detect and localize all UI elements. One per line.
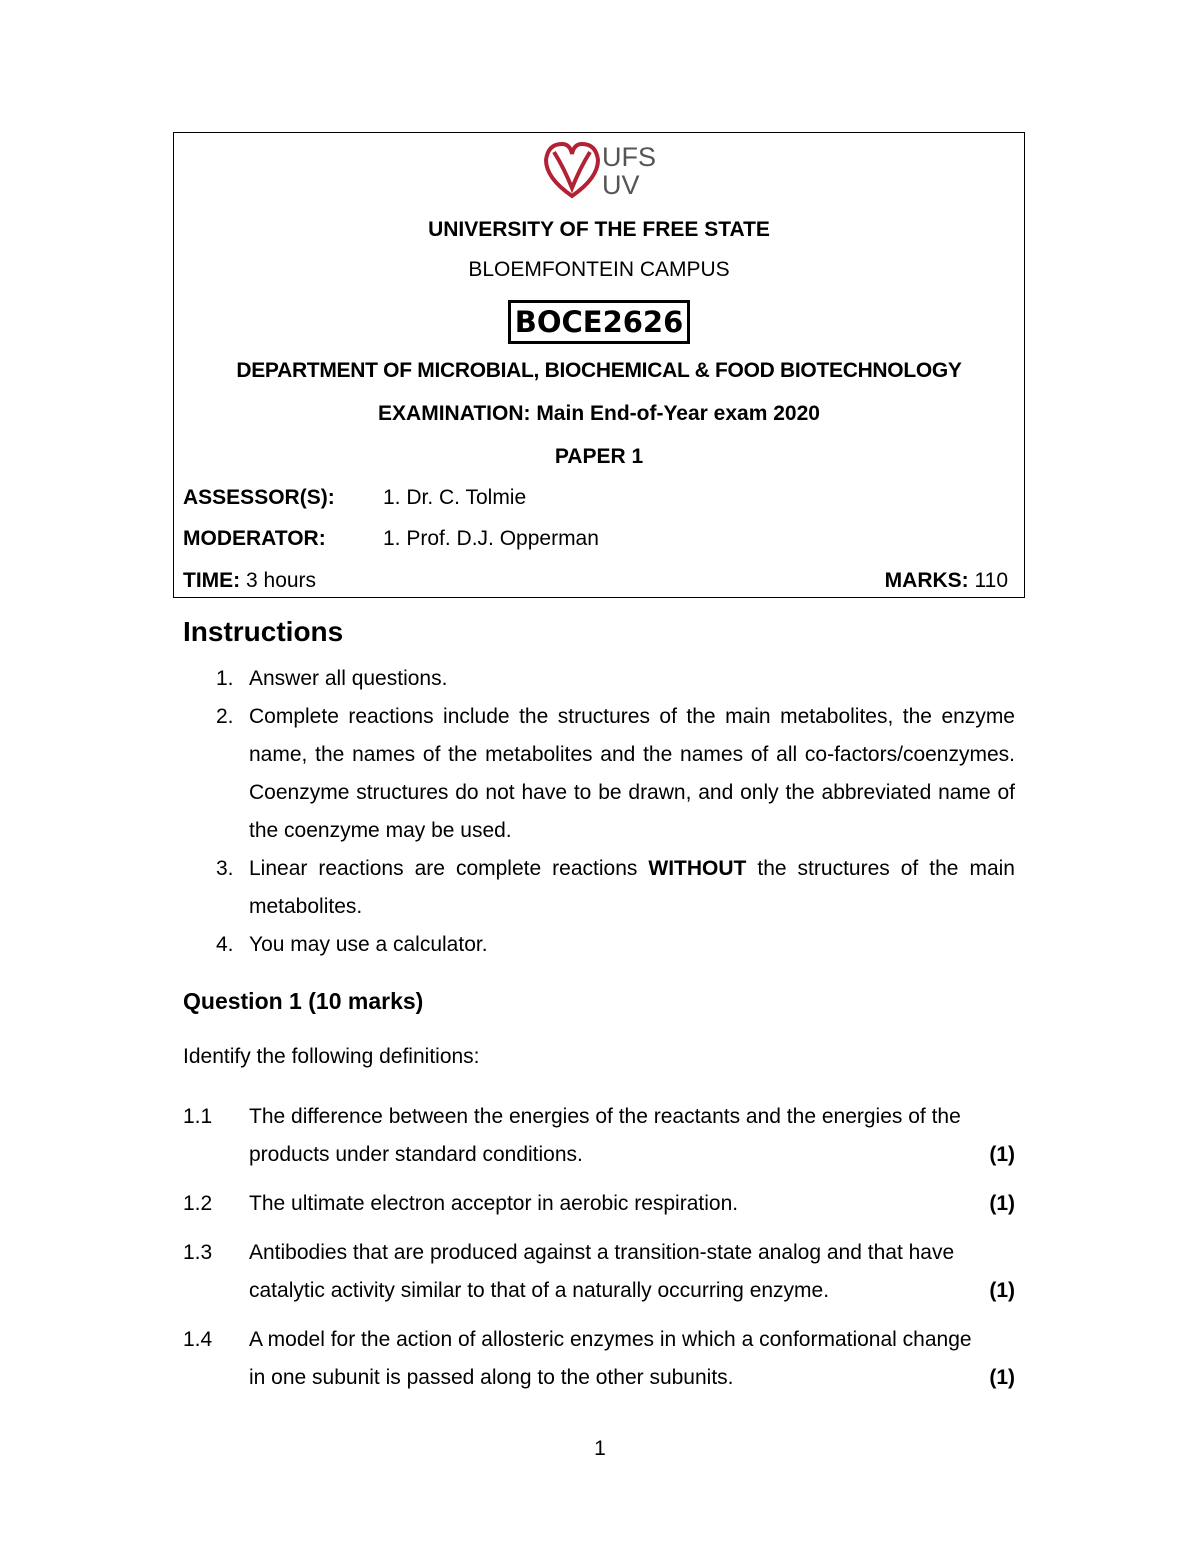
question-number: 1.3: [183, 1241, 213, 1264]
instruction-text-before: Linear reactions are complete reactions: [249, 857, 649, 880]
university-name: UNIVERSITY OF THE FREE STATE: [428, 218, 770, 241]
question-number: 1.2: [183, 1192, 213, 1215]
time-label: TIME:: [183, 569, 241, 592]
instruction-item: [183, 926, 1015, 964]
department-name: DEPARTMENT OF MICROBIAL, BIOCHEMICAL & FOOD BIOTECHNOLOGY: [236, 359, 962, 382]
question-text-line2: The ultimate electron acceptor in aerobic respiration.: [249, 1192, 739, 1215]
marks-value: 110: [974, 569, 1008, 592]
instruction-text-bold: WITHOUT: [648, 857, 747, 880]
question-item: [183, 1234, 1015, 1310]
instruction-number: 2.: [216, 705, 234, 728]
question-item: [183, 1185, 1015, 1223]
time-value: 3 hours: [246, 569, 317, 592]
instructions-list: [183, 660, 1015, 964]
question-text-line2: products under standard conditions.: [249, 1143, 583, 1166]
question-mark: (1): [989, 1366, 1015, 1389]
instruction-text: Answer all questions.: [249, 667, 448, 690]
instruction-number: 1.: [216, 667, 234, 690]
question-text-line2: in one subunit is passed along to the other subunits.: [249, 1366, 734, 1389]
moderator-label: MODERATOR:: [183, 527, 326, 550]
instruction-text: You may use a calculator.: [249, 933, 488, 956]
moderator-value: 1. Prof. D.J. Opperman: [383, 527, 599, 550]
instructions-title: Instructions: [183, 616, 344, 647]
question-last-line: [249, 1185, 1015, 1223]
marks-info: [885, 569, 1008, 593]
campus-name: BLOEMFONTEIN CAMPUS: [468, 258, 730, 281]
instruction-number: 4.: [216, 933, 234, 956]
instruction-item: [183, 660, 1015, 698]
question-mark: (1): [989, 1143, 1015, 1166]
ufs-logo: [540, 138, 665, 200]
question-last-line: [249, 1136, 1015, 1174]
question-text-line1: The difference between the energies of the reactants and the energies of the: [249, 1105, 961, 1128]
marks-label: MARKS:: [884, 569, 969, 592]
instruction-item: [183, 698, 1015, 850]
question-text-line1: A model for the action of allosteric enzymes in which a conformational change: [249, 1328, 972, 1351]
time-info: [183, 569, 316, 593]
examination-title: EXAMINATION: Main End-of-Year exam 2020: [378, 402, 820, 425]
question-mark: (1): [989, 1279, 1015, 1302]
page-number: 1: [594, 1437, 606, 1460]
logo-text-uv: UV: [602, 170, 640, 200]
question-item: [183, 1321, 1015, 1397]
instruction-text-after: the structures of the main metabolites.: [249, 857, 1015, 918]
question-item: [183, 1098, 1015, 1174]
course-code: BOCE2626: [508, 300, 691, 344]
assessor-value: 1. Dr. C. Tolmie: [383, 486, 527, 509]
question-text-line2: catalytic activity similar to that of a naturally occurring enzyme.: [249, 1279, 830, 1302]
logo-text-ufs: UFS: [602, 142, 656, 172]
instruction-number: 3.: [216, 857, 234, 880]
course-code-wrap: [173, 300, 1025, 344]
question-text-line1: Antibodies that are produced against a transition-state analog and that have: [249, 1241, 955, 1264]
question-1-items: [183, 1098, 1015, 1408]
paper-number: PAPER 1: [554, 445, 644, 468]
question-1-intro: Identify the following definitions:: [183, 1045, 480, 1068]
question-last-line: [249, 1272, 1015, 1310]
question-1-title: Question 1 (10 marks): [183, 988, 424, 1014]
instruction-text: Complete reactions include the structures of the main metabolites, the enzyme name, the names of the metabolites and the names of all co-factors/coenzymes. Coenzyme structures do not have to be drawn, and only the abbreviated name of the coenzyme may be used.: [249, 705, 1015, 842]
question-number: 1.1: [183, 1105, 213, 1128]
question-number: 1.4: [183, 1328, 213, 1351]
question-mark: (1): [989, 1192, 1015, 1215]
question-last-line: [249, 1359, 1015, 1397]
instruction-item: [183, 850, 1015, 926]
assessor-label: ASSESSOR(S):: [183, 486, 335, 509]
